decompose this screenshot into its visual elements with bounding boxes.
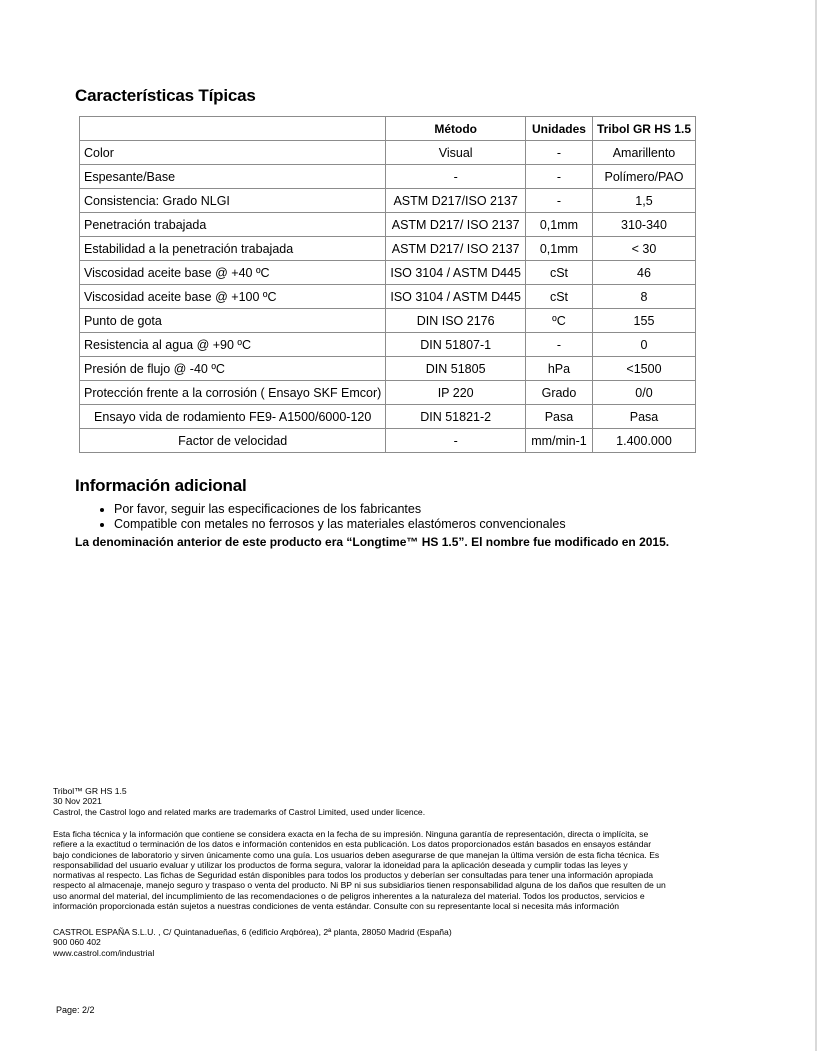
value-cell: Polímero/PAO xyxy=(592,165,695,189)
footer-trademark: Castrol, the Castrol logo and related marks are trademarks of Castrol Limited, used under licence. xyxy=(53,806,426,817)
method-cell: DIN ISO 2176 xyxy=(386,309,526,333)
method-cell: ASTM D217/ ISO 2137 xyxy=(386,237,526,261)
units-cell: - xyxy=(525,333,592,357)
value-cell: Pasa xyxy=(592,405,695,429)
table-row xyxy=(80,333,696,357)
property-cell: Viscosidad aceite base @ +100 ºC xyxy=(80,285,386,309)
list-item: • Por favor, seguir las especificaciones de los fabricantes xyxy=(114,502,566,517)
units-cell: hPa xyxy=(525,357,592,381)
property-cell: Espesante/Base xyxy=(80,165,386,189)
method-cell: DIN 51805 xyxy=(386,357,526,381)
disclaimer-line: respecto al almacenaje, manejo seguro y traspaso o venta del producto. Ni BP ni sus subsidiarios tienen responsabilidad alguna de los daños que resulten de un xyxy=(53,880,666,891)
units-cell: - xyxy=(525,189,592,213)
property-cell: Estabilidad a la penetración trabajada xyxy=(80,237,386,261)
table-header-row xyxy=(80,117,696,141)
header-method: Método xyxy=(386,117,526,141)
units-cell: 0,1mm xyxy=(525,237,592,261)
units-cell: - xyxy=(525,165,592,189)
table-row xyxy=(80,213,696,237)
additional-info-list xyxy=(96,502,566,532)
list-item: • Compatible con metales no ferrosos y las materiales elastómeros convencionales xyxy=(114,517,566,532)
units-cell: - xyxy=(525,141,592,165)
method-cell: - xyxy=(386,165,526,189)
units-cell: ºC xyxy=(525,309,592,333)
property-cell: Viscosidad aceite base @ +40 ºC xyxy=(80,261,386,285)
value-cell: 0/0 xyxy=(592,381,695,405)
disclaimer-line: responsabilidad del usuario evaluar y utilizar los productos de forma segura, valorar la idoneidad para la aplicación deseada y cumplir todas las leyes y xyxy=(53,859,628,870)
table-row xyxy=(80,141,696,165)
method-cell: - xyxy=(386,429,526,453)
property-cell: Ensayo vida de rodamiento FE9- A1500/6000-120 xyxy=(80,405,386,429)
method-cell: ISO 3104 / ASTM D445 xyxy=(386,285,526,309)
table-row xyxy=(80,285,696,309)
table-row xyxy=(80,189,696,213)
value-cell: 155 xyxy=(592,309,695,333)
method-cell: DIN 51821-2 xyxy=(386,405,526,429)
table-row xyxy=(80,429,696,453)
company-address: CASTROL ESPAÑA S.L.U. , C/ Quintanadueñas, 6 (edificio Arqbórea), 2ª planta, 28050 Madrid (España) xyxy=(53,927,452,937)
units-cell: mm/min-1 xyxy=(525,429,592,453)
units-cell: cSt xyxy=(525,261,592,285)
footer-product-name: Tribol™ GR HS 1.5 xyxy=(53,786,127,796)
footer-meta xyxy=(53,786,425,817)
disclaimer-line: bajo condiciones de laboratorio y sirven únicamente como una guía. Los usuarios deben asegurarse de que manejan la última versión de esta ficha técnica. Es xyxy=(53,849,660,860)
footer-date: 30 Nov 2021 xyxy=(53,796,102,807)
units-cell: Grado xyxy=(525,381,592,405)
method-cell: ASTM D217/ISO 2137 xyxy=(386,189,526,213)
table-row xyxy=(80,261,696,285)
method-cell: ASTM D217/ ISO 2137 xyxy=(386,213,526,237)
value-cell: 1.400.000 xyxy=(592,429,695,453)
typical-characteristics-heading: Características Típicas xyxy=(75,86,256,105)
value-cell: <1500 xyxy=(592,357,695,381)
method-cell: DIN 51807-1 xyxy=(386,333,526,357)
footer-disclaimer xyxy=(53,829,733,911)
value-cell: < 30 xyxy=(592,237,695,261)
value-cell: 8 xyxy=(592,285,695,309)
property-cell: Punto de gota xyxy=(80,309,386,333)
value-cell: 1,5 xyxy=(592,189,695,213)
table-row xyxy=(80,381,696,405)
disclaimer-line: información proporcionada están sujetos a nuestras condiciones de venta estándar. Consulte con su representante local si necesita más información xyxy=(53,901,620,912)
value-cell: 0 xyxy=(592,333,695,357)
additional-information-heading: Información adicional xyxy=(75,476,247,495)
properties-table xyxy=(79,116,696,453)
header-product: Tribol GR HS 1.5 xyxy=(592,117,695,141)
property-cell: Color xyxy=(80,141,386,165)
units-cell: 0,1mm xyxy=(525,213,592,237)
company-phone: 900 060 402 xyxy=(53,937,101,948)
value-cell: Amarillento xyxy=(592,141,695,165)
method-cell: Visual xyxy=(386,141,526,165)
property-cell: Resistencia al agua @ +90 ºC xyxy=(80,333,386,357)
property-cell: Factor de velocidad xyxy=(80,429,386,453)
units-cell: cSt xyxy=(525,285,592,309)
property-cell: Penetración trabajada xyxy=(80,213,386,237)
disclaimer-line: uso anormal del material, del incumplimiento de las recomendaciones o de peligros inherentes a la naturaleza del material. Todos los productos, servicios e xyxy=(53,890,645,901)
property-cell: Protección frente a la corrosión ( Ensayo SKF Emcor) xyxy=(80,381,386,405)
disclaimer-line: Esta ficha técnica y la información que contiene se considera exacta en la fecha de su impresión. Ninguna garantía de representación, directa o implícita, se xyxy=(53,829,649,839)
table-row xyxy=(80,237,696,261)
disclaimer-line: normativas al respecto. Las fichas de Seguridad están disponibles para todos los productos y deberían ser consultadas para tener una información apropiada xyxy=(53,870,654,881)
table-row xyxy=(80,357,696,381)
header-units: Unidades xyxy=(525,117,592,141)
footer-contact xyxy=(53,927,452,958)
header-property xyxy=(80,117,386,141)
disclaimer-line: refiere a la exactitud o terminación de los datos e información contenidos en esta publicación. Los datos proporcionados están basados en ensayos estándar xyxy=(53,839,652,850)
value-cell: 310-340 xyxy=(592,213,695,237)
table-row xyxy=(80,405,696,429)
property-cell: Presión de flujo @ -40 ºC xyxy=(80,357,386,381)
previous-name-note: La denominación anterior de este producto era “Longtime™ HS 1.5”. El nombre fue modificado en 2015. xyxy=(75,535,670,549)
property-cell: Consistencia: Grado NLGI xyxy=(80,189,386,213)
company-website: www.castrol.com/industrial xyxy=(53,947,155,958)
method-cell: ISO 3104 / ASTM D445 xyxy=(386,261,526,285)
table-row xyxy=(80,165,696,189)
units-cell: Pasa xyxy=(525,405,592,429)
method-cell: IP 220 xyxy=(386,381,526,405)
page-number: Page: 2/2 xyxy=(56,1005,95,1015)
table-row xyxy=(80,309,696,333)
value-cell: 46 xyxy=(592,261,695,285)
